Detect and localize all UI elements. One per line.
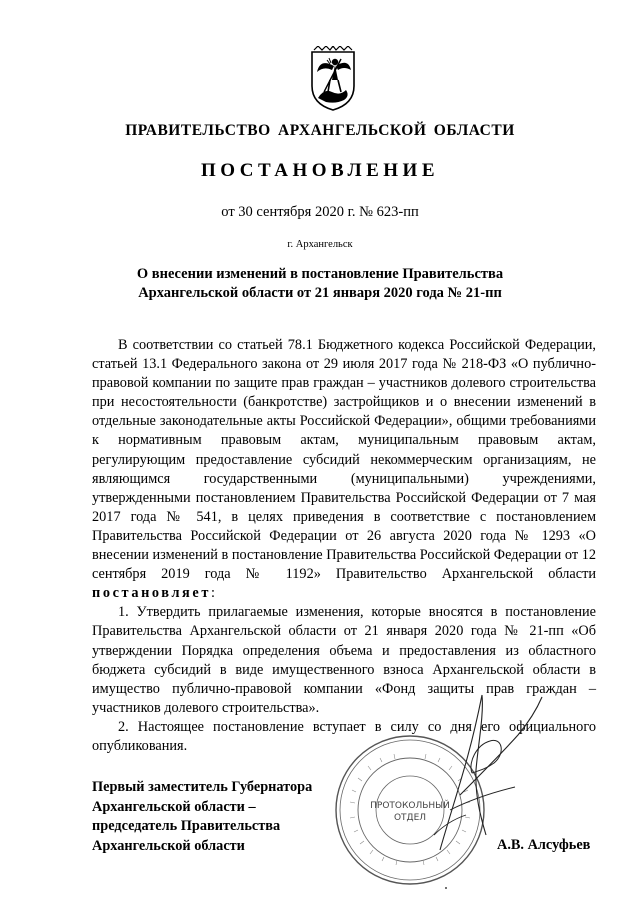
government-title: ПРАВИТЕЛЬСТВО АРХАНГЕЛЬСКОЙ ОБЛАСТИ	[125, 122, 515, 139]
body-paragraph-preamble	[92, 336, 596, 603]
handwritten-signature	[420, 675, 550, 855]
signer-line-2: Архангельской области –	[92, 798, 256, 815]
signer-name: А.В. Алсуфьев	[497, 837, 591, 853]
body-paragraph-item-1: 1. Утвердить прилагаемые изменения, которые вносятся в постановление Правительства Архангельской области от 21 января 2020 года № 21-пп «Об утверждении Порядка определения объема и предоставления из областного бюджета субсидий в виде имущественного взноса Архангельской области в имущество публично-правовой компании «Фонд защиты прав граждан – участников долевого строительства».	[92, 604, 596, 716]
document-subject	[0, 265, 640, 303]
subject-line-1: О внесении изменений в постановление Правительства	[136, 266, 504, 282]
scan-speck	[445, 887, 447, 889]
stamp-center-line-2: ОТДЕЛ	[393, 813, 427, 823]
stamp-center-line-1: ПРОТОКОЛЬНЫЙ	[370, 801, 450, 811]
document-date-number: от 30 сентября 2020 г. № 623-пп	[221, 204, 419, 220]
body-paragraph-item-2: 2. Настоящее постановление вступает в силу со дня его официального опубликования.	[92, 718, 596, 754]
preamble-text: В соответствии со статьей 78.1 Бюджетного кодекса Российской Федерации, статьей 13.1 Федерального закона от 29 июля 2017 года № 218-ФЗ «О публично-правовой компании по защите прав граждан – участников долевого строительства при несостоятельности (банкротстве) застройщиков и о внесении изменений в отдельные законодательные акты Российской Федерации», общими требованиями к нормативным правовым актам, муниципальным правовым актам, регулирующим предоставление субсидий некоммерческим организациям, не являющимся государственными (муниципальными) учреждениями, утвержденными постановлением Правительства Российской Федерации от 7 мая 2017 года № 541, в целях приведения в соответствие с постановлением Правительства Российской Федерации от 26 августа 2020 года № 1293 «О внесении изменений в постановление Правительства Российской Федерации от 12 сентября 2019 года № 1192» Правительство Архангельской области	[92, 337, 596, 583]
signer-line-3: председатель Правительства	[92, 818, 281, 835]
decree-word: постановляет	[92, 585, 211, 602]
signer-position	[92, 778, 352, 856]
document-type: ПОСТАНОВЛЕНИЕ	[200, 160, 440, 181]
coat-of-arms-emblem	[308, 46, 358, 112]
signer-line-4: Архангельской области	[92, 837, 245, 854]
preamble-colon: :	[210, 585, 215, 602]
signer-line-1: Первый заместитель Губернатора	[92, 779, 313, 795]
subject-line-2: Архангельской области от 21 января 2020 года № 21-пп	[138, 285, 502, 301]
document-city: г. Архангельск	[287, 239, 353, 250]
